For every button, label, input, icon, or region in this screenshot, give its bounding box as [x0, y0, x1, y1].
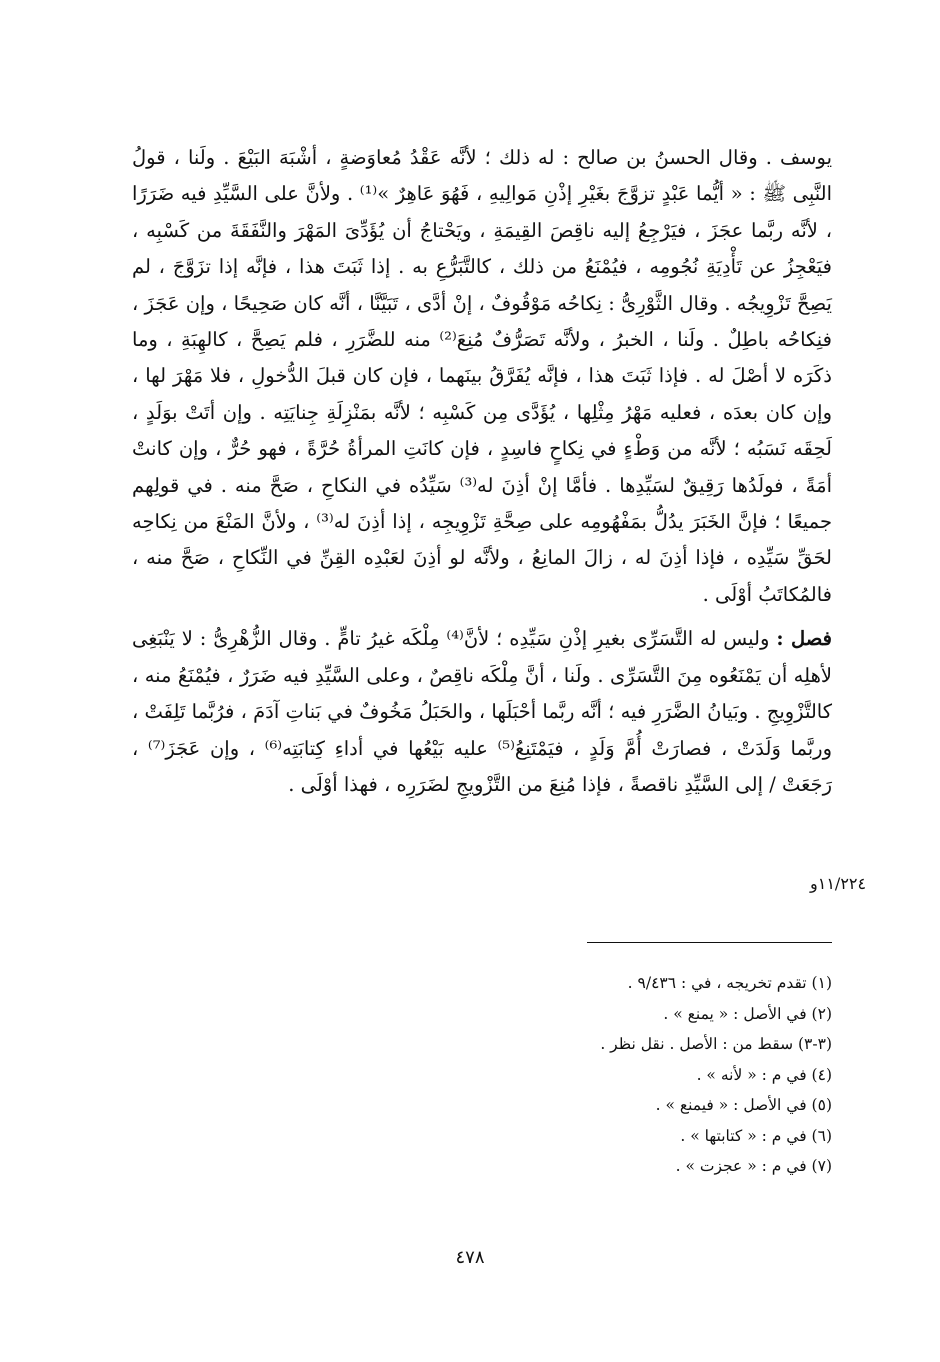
footnote-separator-rule [587, 942, 832, 943]
footnote-2: (٢) في الأصل : « يمنع » . [663, 1004, 832, 1023]
footnote-7: (٧) في م : « عجزت » . [675, 1157, 832, 1175]
paragraph-2-text: وليس له التَّسَرِّى بغيرِ إذْنِ سَيِّدِه ؛ لأنَّ⁽⁴⁾ مِلْكَه غيرُ تامٍّ . وقال الزُّهْرِىُّ : لا يَنْبَغِى لأهلِه أن يَمْنَعُوه مِنَ التَّسَرِّى . ولَنا ، أنَّ مِلْكَه ناقِصٌ ، وعلى السَّيِّدِ فيه ضَرَرٌ ، فيُمْنَعُ منه ، كالتَّزْوِيجِ . وبَيانُ الضَّرَرِ فيه ؛ أنَّه ربَّما أحْبَلَها ، والحَبَلُ مَخُوفٌ في بَناتِ آدَمَ ، فرُبَّما تَلِفَتْ ، وربَّما وَلَدَتْ ، فصارَتْ أُمَّ وَلَدٍ ، فيَمْتَنِعُ⁽⁵⁾ عليه بَيْعُها في أداءِ كِتابَتِه⁽⁶⁾ ، وإن عَجَزَ⁽⁷⁾ ، رَجَعَتْ / إلى السَّيِّدِ ناقصةً ، فإذا مُنِعَ من التَّزْويجِ لضَرَرِه ، فهذا أوْلَى . [132, 627, 832, 796]
section-lead-fasl: فصل : [776, 627, 832, 651]
paragraph-1: يوسف . وقال الحسنُ بن صالح : له ذلك ؛ لأنَّه عَقْدُ مُعاوَضةٍ ، أشْبَهَ البَيْعَ . ولَنا ، قولُ النَّبِى ﷺ : « أيُّما عَبْدٍ تزوَّجَ بغَيْرِ إذْنِ مَوالِيهِ ، فَهُوَ عَاهِرٌ »⁽¹⁾ . ولأنَّ على السَّيِّدِ فيه ضَرَرًا ، لأنَّه ربَّما عجَزَ ، فيَرْجِعُ إليه ناقِصَ القِيمَةِ ، ويَحْتاجُ أن يُؤَدِّىَ المَهْرَ والنَّفَقَةَ من كَسْبِه ، فيَعْجِزُ عن تَأْدِيَةِ نُجُومِه ، فيُمْنَعُ من ذلك ، كالتَّبَرُّعِ به . إذا ثَبَتَ هذا ، فإنَّه إذا تزَوَّجَ ، لم يَصِحَّ تَزْوِيجُه . وقال الثَّوْرِىُّ : نِكاحُه مَوْقُوفٌ ، إنْ أدَّى ، تَبَيَّنَّا ، أنَّه كان صَحِيحًا ، وإن عَجَزَ ، فنِكاحُه باطِلٌ . ولَنا ، الخبرُ ، ولأنَّه تَصَرُّفٌ مُنِعَ⁽²⁾ منه للضَّرَرِ ، فلم يَصِحَّ ، كالهِبَةِ ، وما ذكَرَه لا أصْلَ له . فإذا ثَبَتَ هذا ، فإنَّه يُفَرَّقُ بينَهما ، فإن كان قبلَ الدُّخولِ ، فلا مَهْرَ لها ، وإن كان بعدَه ، فعليه مَهْرُ مِثْلِها ، يُؤَدَّى مِن كَسْبِه ؛ لأنَّه بمَنْزِلَةِ جِنايَتِه . وإن أتَتْ بوَلَدٍ ، لَحِقَه نَسَبُه ؛ لأنَّه من وَطْءٍ في نِكاحٍ فاسِدٍ ، فإن كانَتِ المرأةُ حُرَّةً ، فهو حُرٌّ ، وإن كانتْ أمَةً ، فولَدُها رَقِيقٌ لسَيِّدِها . فأمَّا إنْ أذِنَ له⁽³⁾ سَيِّدُه في النكاحِ ، صَحَّ منه . في قولِهم جميعًا ؛ فإنَّ الخَبَرَ يدُلُّ بمَفْهُومِه على صِحَّةِ تَزْوِيجِه ، إذا أذِنَ له⁽³⁾ ، ولأنَّ المَنْعَ من نِكاحِه لحَقِّ سَيِّدِه ، فإذا أذِنَ له ، زالَ المانِعُ ، ولأنَّه لو أذِنَ لعَبْدِه القِنِّ في النِّكاحِ ، صَحَّ منه ، فالمُكاتَبُ أوْلَى . [132, 146, 833, 606]
footnote-1: (١) تقدم تخريجه ، في : ٩/٤٣٦ . [627, 974, 832, 992]
footnote-6: (٦) في م : « كتابتها » . [680, 1126, 832, 1145]
footnote-4: (٤) في م : « لأنه » . [696, 1065, 832, 1084]
main-text [132, 140, 832, 803]
page-number: ٤٧٨ [455, 1247, 485, 1268]
footnote-5: (٥) في الأصل : « فيمنع » . [655, 1096, 832, 1114]
paragraph-2 [132, 621, 832, 803]
manuscript-folio-reference: ١١/٢٢٤و [810, 874, 867, 893]
footnote-3: (٣-٣) سقط من : الأصل . نقل نظر . [600, 1035, 832, 1053]
footnotes [132, 968, 832, 1182]
